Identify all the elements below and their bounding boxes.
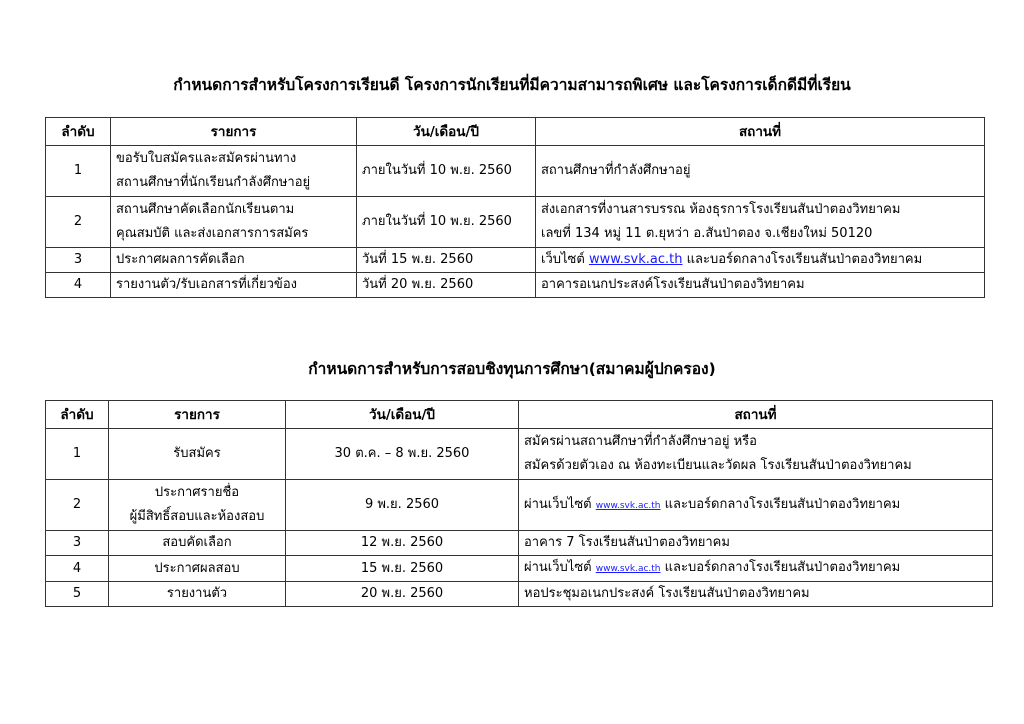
cell-place: อาคารอเนกประสงค์โรงเรียนสันป่าตองวิทยาคม xyxy=(536,273,985,298)
cell-date: 12 พ.ย. 2560 xyxy=(286,531,519,556)
cell-no: 1 xyxy=(46,146,111,197)
table-row xyxy=(46,556,993,582)
place-suffix: และบอร์ดกลางโรงเรียนสันป่าตองวิทยาคม xyxy=(682,252,923,267)
place-suffix: และบอร์ดกลางโรงเรียนสันป่าตองวิทยาคม xyxy=(660,496,901,512)
cell-no: 1 xyxy=(46,429,109,480)
cell-no: 2 xyxy=(46,480,109,531)
cell-date: 9 พ.ย. 2560 xyxy=(286,480,519,531)
cell-date: 30 ต.ค. – 8 พ.ย. 2560 xyxy=(286,429,519,480)
cell-date: วันที่ 15 พ.ย. 2560 xyxy=(357,248,536,273)
header-item: รายการ xyxy=(109,401,286,429)
table-header-row xyxy=(46,401,993,429)
cell-item: สอบคัดเลือก xyxy=(109,531,286,556)
table-header-row xyxy=(46,118,985,146)
cell-item xyxy=(111,197,357,248)
cell-date: วันที่ 20 พ.ย. 2560 xyxy=(357,273,536,298)
cell-place: สถานศึกษาที่กำลังศึกษาอยู่ xyxy=(536,146,985,197)
header-place: สถานที่ xyxy=(536,118,985,146)
place-prefix: ผ่านเว็บไซต์ xyxy=(524,496,596,512)
cell-item: ประกาศผลการคัดเลือก xyxy=(111,248,357,273)
header-place: สถานที่ xyxy=(519,401,993,429)
header-date: วัน/เดือน/ปี xyxy=(357,118,536,146)
cell-date: ภายในวันที่ 10 พ.ย. 2560 xyxy=(357,197,536,248)
cell-place xyxy=(519,429,993,480)
table-row xyxy=(46,248,985,273)
cell-place-line: สมัครผ่านสถานศึกษาที่กำลังศึกษาอยู่ หรือ xyxy=(524,434,757,449)
cell-place xyxy=(519,480,993,531)
cell-item xyxy=(111,146,357,197)
cell-place-line: เลขที่ 134 หมู่ 11 ต.ยุหว่า อ.สันป่าตอง จ.เชียงใหม่ 50120 xyxy=(541,226,873,241)
table-row xyxy=(46,273,985,298)
header-item: รายการ xyxy=(111,118,357,146)
header-no: ลำดับ xyxy=(46,401,109,429)
cell-date: 15 พ.ย. 2560 xyxy=(286,556,519,582)
cell-date: ภายในวันที่ 10 พ.ย. 2560 xyxy=(357,146,536,197)
table-row xyxy=(46,197,985,248)
cell-item: รายงานตัว xyxy=(109,582,286,607)
schedule-table-1 xyxy=(45,117,985,298)
cell-item-line: ขอรับใบสมัครและสมัครผ่านทาง xyxy=(116,151,297,166)
cell-place xyxy=(536,197,985,248)
header-no: ลำดับ xyxy=(46,118,111,146)
header-date: วัน/เดือน/ปี xyxy=(286,401,519,429)
place-suffix: และบอร์ดกลางโรงเรียนสันป่าตองวิทยาคม xyxy=(660,560,901,575)
cell-no: 3 xyxy=(46,248,111,273)
cell-place: หอประชุมอเนกประสงค์ โรงเรียนสันป่าตองวิทยาคม xyxy=(519,582,993,607)
cell-item-line: ผู้มีสิทธิ์สอบและห้องสอบ xyxy=(129,509,265,524)
cell-no: 4 xyxy=(46,273,111,298)
cell-item-line: ประกาศรายชื่อ xyxy=(154,485,240,500)
cell-no: 2 xyxy=(46,197,111,248)
cell-item: รายงานตัว/รับเอกสารที่เกี่ยวข้อง xyxy=(111,273,357,298)
cell-item-line: สถานศึกษาที่นักเรียนกำลังศึกษาอยู่ xyxy=(116,175,311,190)
cell-place-line: สมัครด้วยตัวเอง ณ ห้องทะเบียนและวัดผล โรงเรียนสันป่าตองวิทยาคม xyxy=(524,458,912,473)
cell-item-line: สถานศึกษาคัดเลือกนักเรียนตาม xyxy=(116,202,295,217)
cell-place: อาคาร 7 โรงเรียนสันป่าตองวิทยาคม xyxy=(519,531,993,556)
cell-no: 4 xyxy=(46,556,109,582)
table-row xyxy=(46,480,993,531)
table2-title: กำหนดการสำหรับการสอบชิงทุนการศึกษา(สมาคมผู้ปกครอง) xyxy=(308,360,716,378)
website-link[interactable]: www.svk.ac.th xyxy=(588,252,683,267)
table-row xyxy=(46,429,993,480)
cell-item xyxy=(109,480,286,531)
cell-no: 5 xyxy=(46,582,109,607)
website-link[interactable]: www.svk.ac.th xyxy=(595,500,661,511)
table1-title: กำหนดการสำหรับโครงการเรียนดี โครงการนักเรียนที่มีความสามารถพิเศษ และโครงการเด็กดีมีที่เรียน xyxy=(173,76,851,94)
cell-no: 3 xyxy=(46,531,109,556)
cell-item: ประกาศผลสอบ xyxy=(109,556,286,582)
website-link[interactable]: www.svk.ac.th xyxy=(595,564,661,574)
cell-item-line: คุณสมบัติ และส่งเอกสารการสมัคร xyxy=(116,226,309,241)
cell-item: รับสมัคร xyxy=(109,429,286,480)
cell-place xyxy=(519,556,993,582)
cell-place xyxy=(536,248,985,273)
table-row xyxy=(46,531,993,556)
table-row xyxy=(46,146,985,197)
place-prefix: เว็บไซต์ xyxy=(541,252,589,267)
cell-date: 20 พ.ย. 2560 xyxy=(286,582,519,607)
schedule-table-2 xyxy=(45,400,993,607)
table-row xyxy=(46,582,993,607)
cell-place-line: ส่งเอกสารที่งานสารบรรณ ห้องธุรการโรงเรียนสันป่าตองวิทยาคม xyxy=(541,202,901,217)
place-prefix: ผ่านเว็บไซต์ xyxy=(524,560,596,575)
